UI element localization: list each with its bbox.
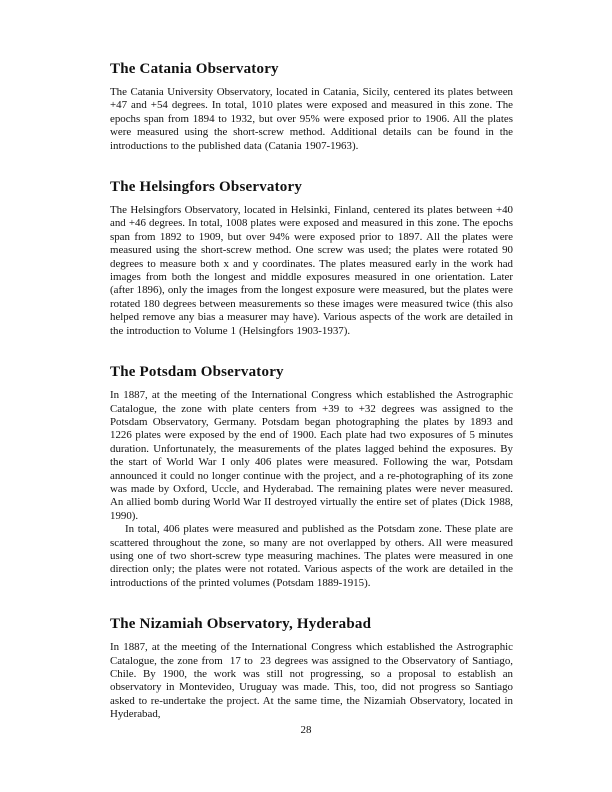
section-heading-helsingfors: The Helsingfors Observatory — [110, 179, 303, 196]
page-number: 28 — [300, 724, 312, 736]
paragraph: The Catania University Observatory, located in Catania, Sicily, centered its plates between +47 and +54 degrees. In total, 1010 plates were exposed and measured in this zone. The epochs span from 1894 to 1932, but over 95% were exposed prior to 1906. All the plates were measured using the short-screw method. Additional details can be found in the introductions to the published data (Catania 1907-1963). — [110, 86, 513, 152]
section-heading-potsdam: The Potsdam Observatory — [110, 364, 284, 381]
section-helsingfors — [110, 179, 513, 338]
paragraph: The Helsingfors Observatory, located in Helsinki, Finland, centered its plates between +40 and +46 degrees. In total, 1008 plates were exposed and measured in this zone. The epochs span from 1892 to 1909, but over 94% were exposed prior to 1897. All the plates were measured using the short-screw method. One screw was used; the plates were rotated 90 degrees to measure both x and y coordinates. The plates measured early in the work had images from both the longest and middle exposures measured in one orientation. Later (after 1896), only the images from the longest exposure were measured, but the plates were rotated 180 degrees between measurements so these images were measured twice (this also helped remove any bias a measurer may have). Various aspects of the work are detailed in the introduction to Volume 1 (Helsingfors 1903-1937). — [110, 204, 513, 337]
section-potsdam — [110, 364, 513, 590]
text-column — [110, 61, 513, 722]
paragraph: In 1887, at the meeting of the International Congress which established the Astrographic Catalogue, the zone from 17 to 23 degrees was assigned to the Observatory of Santiago, Chile. By 1900, the work was still not progressing, so a proposal to establish an observatory in Montevideo, Uruguay was made. This, too, did not progress so Santiago asked to re-undertake the project. At the same time, the Nizamiah Observatory, located in Hyderabad, — [110, 641, 513, 721]
section-catania — [110, 61, 513, 153]
paragraph: In total, 406 plates were measured and published as the Potsdam zone. These plate are scattered throughout the zone, so many are not overlapped by others. All were measured using one of two short-screw type measuring machines. The plates were measured in one direction only; the plates were not rotated. Various aspects of the work are detailed in the introductions of the printed volumes (Potsdam 1889-1915). — [110, 523, 513, 589]
paragraph: In 1887, at the meeting of the International Congress which established the Astrographic Catalogue, the zone with plate centers from +39 to +32 degrees was assigned to the Potsdam Observatory, Germany. Potsdam began photographing the plates by 1893 and 1226 plates were exposed by the end of 1900. Each plate had two exposures of 5 minutes duration. Unfortunately, the measurements of the plates lagged behind the exposures. By the start of World War I only 406 plates were measured. Following the war, Potsdam announced it could no longer continue with the project, and a re-photographing of its zone was made by Oxford, Uccle, and Hyderabad. The remaining plates were never measured. An allied bomb during World War II destroyed virtually the entire set of plates (Dick 1988, 1990). — [110, 389, 513, 522]
section-heading-catania: The Catania Observatory — [110, 61, 279, 77]
section-heading-nizamiah: The Nizamiah Observatory, Hyderabad — [110, 616, 372, 633]
section-nizamiah — [110, 616, 513, 721]
